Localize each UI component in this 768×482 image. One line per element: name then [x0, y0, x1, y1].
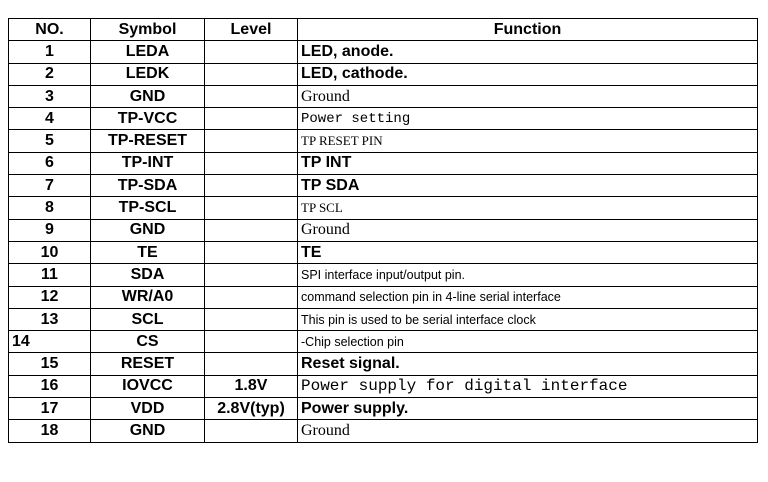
pin-symbol: VDD — [91, 398, 205, 420]
pin-number: 10 — [9, 241, 91, 263]
pin-level — [205, 264, 298, 286]
pin-level — [205, 197, 298, 219]
pin-function: LED, cathode. — [298, 63, 758, 85]
pin-level: 1.8V — [205, 375, 298, 397]
table-row — [9, 375, 758, 397]
pin-level — [205, 331, 298, 353]
pin-function: Power setting — [298, 108, 758, 130]
pin-number: 17 — [9, 398, 91, 420]
pin-function: LED, anode. — [298, 41, 758, 63]
pin-function: Power supply. — [298, 398, 758, 420]
pin-symbol: GND — [91, 219, 205, 241]
table-row — [9, 130, 758, 152]
table-row — [9, 85, 758, 107]
pin-number: 9 — [9, 219, 91, 241]
pin-level — [205, 286, 298, 308]
table-row — [9, 353, 758, 375]
pin-symbol: LEDA — [91, 41, 205, 63]
header-symbol: Symbol — [91, 19, 205, 41]
pin-level — [205, 130, 298, 152]
pin-level — [205, 175, 298, 197]
header-row — [9, 19, 758, 41]
table-row — [9, 63, 758, 85]
pin-symbol: TP-VCC — [91, 108, 205, 130]
table-row — [9, 219, 758, 241]
table-row — [9, 331, 758, 353]
pin-number: 16 — [9, 375, 91, 397]
pin-number: 11 — [9, 264, 91, 286]
pin-function: Ground — [298, 420, 758, 442]
pin-level — [205, 152, 298, 174]
pin-number: 8 — [9, 197, 91, 219]
pin-function: TP SCL — [298, 197, 758, 219]
pin-level — [205, 63, 298, 85]
pin-number: 6 — [9, 152, 91, 174]
pin-symbol: GND — [91, 85, 205, 107]
pin-function: TP RESET PIN — [298, 130, 758, 152]
table-row — [9, 264, 758, 286]
pin-number: 5 — [9, 130, 91, 152]
table-row — [9, 108, 758, 130]
table-row — [9, 152, 758, 174]
pin-number: 14 — [9, 331, 91, 353]
header-function: Function — [298, 19, 758, 41]
pin-symbol: TE — [91, 241, 205, 263]
pin-symbol: SDA — [91, 264, 205, 286]
pin-symbol: TP-SDA — [91, 175, 205, 197]
pin-function: Ground — [298, 85, 758, 107]
pin-symbol: LEDK — [91, 63, 205, 85]
pin-symbol: TP-INT — [91, 152, 205, 174]
table-row — [9, 286, 758, 308]
table-row — [9, 420, 758, 442]
pin-level — [205, 308, 298, 330]
table-row — [9, 197, 758, 219]
pin-symbol: TP-SCL — [91, 197, 205, 219]
pin-level — [205, 353, 298, 375]
pin-number: 4 — [9, 108, 91, 130]
pin-number: 3 — [9, 85, 91, 107]
pin-function: Power supply for digital interface — [298, 375, 758, 397]
pin-function: -Chip selection pin — [298, 331, 758, 353]
pin-symbol: WR/A0 — [91, 286, 205, 308]
pin-function: TP SDA — [298, 175, 758, 197]
pin-level — [205, 41, 298, 63]
pin-definition-table — [8, 18, 758, 443]
pin-level — [205, 85, 298, 107]
pin-level — [205, 219, 298, 241]
table-row — [9, 175, 758, 197]
pin-symbol: GND — [91, 420, 205, 442]
pin-number: 7 — [9, 175, 91, 197]
pin-level: 2.8V(typ) — [205, 398, 298, 420]
pin-symbol: IOVCC — [91, 375, 205, 397]
pin-number: 18 — [9, 420, 91, 442]
table-row — [9, 241, 758, 263]
pin-function: SPI interface input/output pin. — [298, 264, 758, 286]
table-row — [9, 41, 758, 63]
pin-function: TE — [298, 241, 758, 263]
pin-symbol: TP-RESET — [91, 130, 205, 152]
pin-number: 13 — [9, 308, 91, 330]
pin-function: Ground — [298, 219, 758, 241]
pin-level — [205, 108, 298, 130]
pin-function: This pin is used to be serial interface clock — [298, 308, 758, 330]
pin-number: 12 — [9, 286, 91, 308]
pin-symbol: RESET — [91, 353, 205, 375]
pin-number: 15 — [9, 353, 91, 375]
pin-function: TP INT — [298, 152, 758, 174]
pin-function: command selection pin in 4-line serial interface — [298, 286, 758, 308]
pin-symbol: SCL — [91, 308, 205, 330]
pin-number: 1 — [9, 41, 91, 63]
pin-symbol: CS — [91, 331, 205, 353]
pin-level — [205, 241, 298, 263]
pin-function: Reset signal. — [298, 353, 758, 375]
table-row — [9, 308, 758, 330]
pin-number: 2 — [9, 63, 91, 85]
pin-level — [205, 420, 298, 442]
table-row — [9, 398, 758, 420]
header-level: Level — [205, 19, 298, 41]
header-no: NO. — [9, 19, 91, 41]
